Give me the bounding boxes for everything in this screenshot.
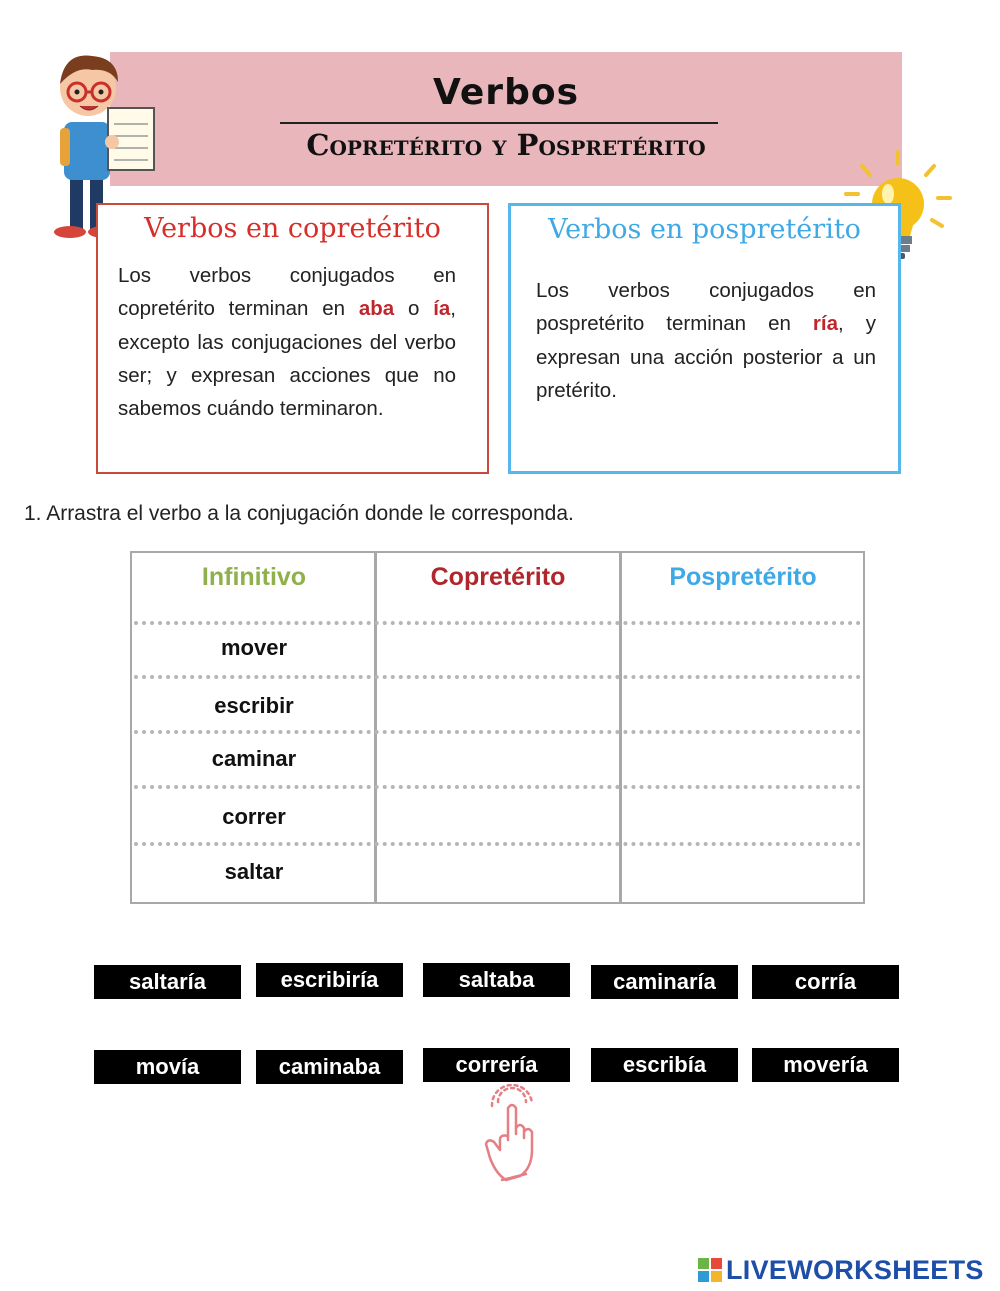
verb-chip[interactable]: corría bbox=[752, 965, 899, 999]
verb-chip[interactable]: escribía bbox=[591, 1048, 738, 1082]
drop-zone-copreterito[interactable] bbox=[378, 681, 616, 729]
infinitive-cell: correr bbox=[222, 804, 286, 829]
verb-chip[interactable]: movería bbox=[752, 1048, 899, 1082]
copreterito-ending-aba: aba bbox=[358, 297, 395, 321]
verb-chip[interactable]: saltaba bbox=[423, 963, 570, 997]
page-subtitle: Copretérito y Pospretérito bbox=[306, 128, 706, 162]
drop-zone-copreterito[interactable] bbox=[378, 736, 616, 784]
drop-zone-copreterito[interactable] bbox=[378, 848, 616, 900]
liveworksheets-logo bbox=[698, 1254, 984, 1286]
verb-chip[interactable]: caminaba bbox=[256, 1050, 403, 1084]
infinitive-cell: escribir bbox=[214, 693, 294, 718]
drop-zone-copreterito[interactable] bbox=[378, 627, 616, 675]
copreterito-info-box bbox=[96, 203, 489, 474]
column-divider bbox=[374, 553, 377, 902]
drop-zone-pospreterito[interactable] bbox=[624, 736, 862, 784]
row-divider bbox=[134, 730, 861, 734]
header-copreterito: Copretérito bbox=[430, 563, 566, 591]
pospreterito-box-text bbox=[536, 274, 876, 407]
copreterito-ending-ia: ía bbox=[433, 297, 451, 321]
pospreterito-ending-ria: ría bbox=[812, 312, 838, 336]
pospreterito-box-title: Verbos en pospretérito bbox=[548, 214, 861, 245]
infinitive-cell: caminar bbox=[211, 746, 297, 771]
conjugation-table bbox=[130, 551, 865, 904]
row-divider bbox=[134, 621, 861, 625]
drop-zone-pospreterito[interactable] bbox=[624, 848, 862, 900]
row-divider bbox=[134, 675, 861, 679]
copreterito-text-part: , excepto las conjugaciones del verbo ser; y expresan acciones que no sabemos cuándo terminaron. bbox=[118, 297, 456, 421]
copreterito-box-text bbox=[118, 259, 456, 425]
logo-mark-icon bbox=[698, 1258, 722, 1282]
column-divider bbox=[619, 553, 622, 902]
logo-text: LIVEWORKSHEETS bbox=[726, 1254, 984, 1285]
drop-zone-pospreterito[interactable] bbox=[624, 791, 862, 841]
pospreterito-info-box bbox=[508, 203, 901, 474]
drop-zone-pospreterito[interactable] bbox=[624, 627, 862, 675]
pospreterito-text-part: Los verbos conjugados en pospretérito terminan en bbox=[536, 279, 876, 336]
title-divider bbox=[280, 122, 718, 124]
verb-chip[interactable]: correría bbox=[423, 1048, 570, 1082]
drop-zone-pospreterito[interactable] bbox=[624, 681, 862, 729]
exercise-instruction: 1. Arrastra el verbo a la conjugación donde le corresponda. bbox=[24, 502, 574, 525]
infinitive-cell: saltar bbox=[224, 859, 284, 884]
header-pospreterito: Pospretérito bbox=[669, 563, 817, 591]
row-divider bbox=[134, 785, 861, 789]
copreterito-box-title: Verbos en copretérito bbox=[144, 213, 441, 244]
header-infinitivo: Infinitivo bbox=[201, 563, 307, 591]
verb-chip[interactable]: caminaría bbox=[591, 965, 738, 999]
pospreterito-text-part: , y expresan una acción posterior a un pretérito. bbox=[536, 312, 876, 402]
verb-chip[interactable]: movía bbox=[94, 1050, 241, 1084]
verb-chip[interactable]: saltaría bbox=[94, 965, 241, 999]
verb-chip[interactable]: escribiría bbox=[256, 963, 403, 997]
page-title: Verbos bbox=[433, 72, 579, 113]
tap-hand-icon bbox=[478, 1084, 548, 1184]
row-divider bbox=[134, 842, 861, 846]
drop-zone-copreterito[interactable] bbox=[378, 791, 616, 841]
infinitive-cell: mover bbox=[220, 635, 288, 660]
copreterito-text-part: o bbox=[394, 297, 434, 321]
copreterito-text-part: Los verbos conjugados en copretérito terminan en bbox=[118, 264, 456, 321]
